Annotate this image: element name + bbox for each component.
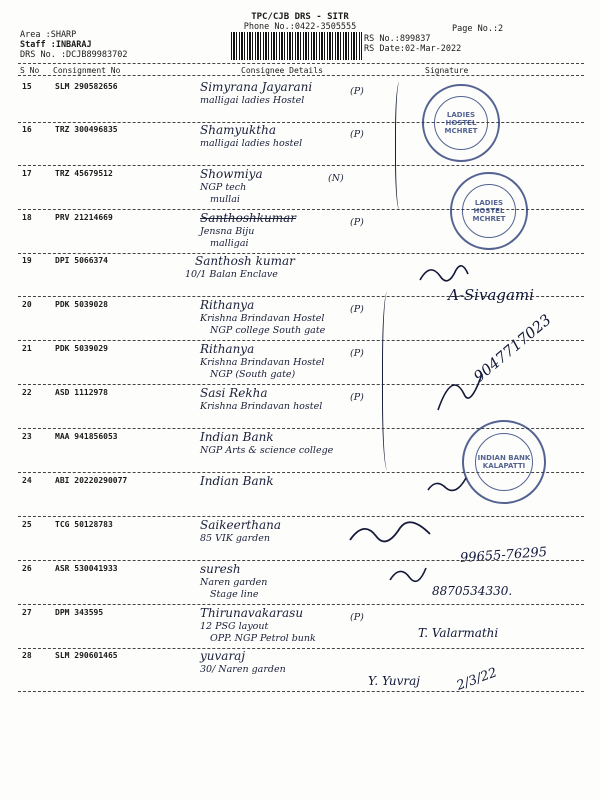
delivery-mark: (N) bbox=[328, 173, 344, 184]
rs-date: RS Date:02-Mar-2022 bbox=[364, 44, 462, 54]
consignee-name: Santhosh kumar bbox=[195, 254, 295, 268]
consignee-address: malligai ladies Hostel bbox=[200, 95, 305, 106]
rs-number: RS No.:899837 bbox=[364, 34, 431, 44]
row-number: 28 bbox=[22, 651, 32, 660]
row-number: 25 bbox=[22, 520, 32, 529]
delivery-mark: (P) bbox=[350, 348, 364, 359]
consignee-address: NGP tech bbox=[200, 182, 247, 193]
consignment-number: SLM 290601465 bbox=[55, 651, 118, 660]
stamp-text: LADIES HOSTEL MCHRET bbox=[434, 96, 488, 150]
delivery-mark: (P) bbox=[350, 86, 364, 97]
consignee-name: Santhoshkumar bbox=[200, 211, 297, 225]
consignee-address: Jensna Biju bbox=[200, 226, 255, 237]
consignee-address: 30/ Naren garden bbox=[200, 664, 286, 675]
signature-yuvaraj: Y. Yuvraj bbox=[368, 674, 421, 688]
row-number: 24 bbox=[22, 476, 32, 485]
row-number: 27 bbox=[22, 608, 32, 617]
consignee-address-2: NGP (South gate) bbox=[210, 369, 296, 380]
consignment-number: MAA 941856053 bbox=[55, 432, 118, 441]
consignee-address: Krishna Brindavan Hostel bbox=[200, 313, 325, 324]
consignment-number: ASD 1112978 bbox=[55, 388, 108, 397]
consignee-name: Indian Bank bbox=[200, 474, 274, 488]
row-number: 23 bbox=[22, 432, 32, 441]
consignee-name: Simyrana Jayarani bbox=[200, 80, 313, 94]
row-number: 16 bbox=[22, 125, 32, 134]
signature-phone-2: 99655-76295 bbox=[459, 544, 548, 567]
row-number: 20 bbox=[22, 300, 32, 309]
consignment-number: PRV 21214669 bbox=[55, 213, 113, 222]
signature-phone-3: 8870534330. bbox=[432, 584, 513, 598]
drs-number: DRS No. :DCJB89983702 bbox=[20, 50, 128, 60]
consignee-address-2: OPP. NGP Petrol bunk bbox=[210, 633, 316, 644]
consignee-name: Rithanya bbox=[200, 342, 255, 356]
delivery-mark: (P) bbox=[350, 304, 364, 315]
signature-sivagami: A-Sivagami bbox=[448, 286, 534, 304]
col-consignee: Consignee Details bbox=[241, 66, 323, 75]
consignee-address: 10/1 Balan Enclave bbox=[185, 269, 278, 280]
consignee-address: 85 VIK garden bbox=[200, 533, 270, 544]
consignee-address: 12 PSG layout bbox=[200, 621, 269, 632]
consignee-name: Thirunavakarasu bbox=[200, 606, 304, 620]
consignee-name: Sasi Rekha bbox=[200, 386, 268, 400]
consignee-address-2: mullai bbox=[210, 194, 240, 205]
consignment-number: TRZ 300496835 bbox=[55, 125, 118, 134]
consignee-address: Krishna Brindavan Hostel bbox=[200, 357, 325, 368]
page-number: Page No.:2 bbox=[452, 24, 504, 34]
row-number: 22 bbox=[22, 388, 32, 397]
consignee-address: Krishna Brindavan hostel bbox=[200, 401, 323, 412]
col-signature: Signature bbox=[425, 66, 469, 75]
row-number: 26 bbox=[22, 564, 32, 573]
consignment-number: TCG 50128783 bbox=[55, 520, 113, 529]
row-number: 21 bbox=[22, 344, 32, 353]
consignment-number: SLM 290582656 bbox=[55, 82, 118, 91]
col-sno: S No bbox=[20, 66, 40, 75]
col-consignment: Consignment No bbox=[53, 66, 121, 75]
consignee-address: NGP Arts & science college bbox=[200, 445, 334, 456]
consignee-name: suresh bbox=[200, 562, 241, 576]
consignment-number: DPM 343595 bbox=[55, 608, 104, 617]
consignee-name: Showmiya bbox=[200, 167, 263, 181]
consignment-number: ASR 530041933 bbox=[55, 564, 118, 573]
consignment-number: PDK 5039028 bbox=[55, 300, 108, 309]
consignee-address-2: NGP college South gate bbox=[210, 325, 326, 336]
consignee-address: malligai ladies hostel bbox=[200, 138, 303, 149]
row-number: 15 bbox=[22, 82, 32, 91]
signature-phone-1: 9047717023 bbox=[470, 310, 555, 386]
signature-date: 2/3/22 bbox=[454, 665, 500, 694]
consignment-number: TRZ 45679512 bbox=[55, 169, 113, 178]
delivery-mark: (P) bbox=[350, 217, 364, 228]
consignee-address-2: Stage line bbox=[210, 589, 259, 600]
area-label: Area :SHARP bbox=[20, 30, 77, 40]
consignee-address: Naren garden bbox=[200, 577, 268, 588]
stamp-text: LADIES HOSTEL MCHRET bbox=[462, 184, 516, 238]
phone-number: Phone No.:0422-3505555 bbox=[243, 22, 357, 32]
consignment-number: DPI 5066374 bbox=[55, 256, 108, 265]
delivery-mark: (P) bbox=[350, 612, 364, 623]
row-number: 17 bbox=[22, 169, 32, 178]
row-number: 18 bbox=[22, 213, 32, 222]
delivery-mark: (P) bbox=[350, 129, 364, 140]
consignee-name: Indian Bank bbox=[200, 430, 274, 444]
consignee-name: Rithanya bbox=[200, 298, 255, 312]
consignee-name: Saikeerthana bbox=[200, 518, 282, 532]
consignee-name: yuvaraj bbox=[200, 649, 246, 663]
document-title: TPC/CJB DRS - SITR bbox=[251, 12, 349, 22]
consignment-number: ABI 20220290077 bbox=[55, 476, 128, 485]
stamp-text: INDIAN BANK KALAPATTI bbox=[475, 433, 533, 491]
delivery-mark: (P) bbox=[350, 392, 364, 403]
row-number: 19 bbox=[22, 256, 32, 265]
consignee-address-2: malligai bbox=[210, 238, 249, 249]
consignment-number: PDK 5039029 bbox=[55, 344, 108, 353]
signature-valarmathi: T. Valarmathi bbox=[418, 626, 499, 640]
staff-label: Staff :INBARAJ bbox=[20, 40, 92, 50]
consignee-name: Shamyuktha bbox=[200, 123, 276, 137]
